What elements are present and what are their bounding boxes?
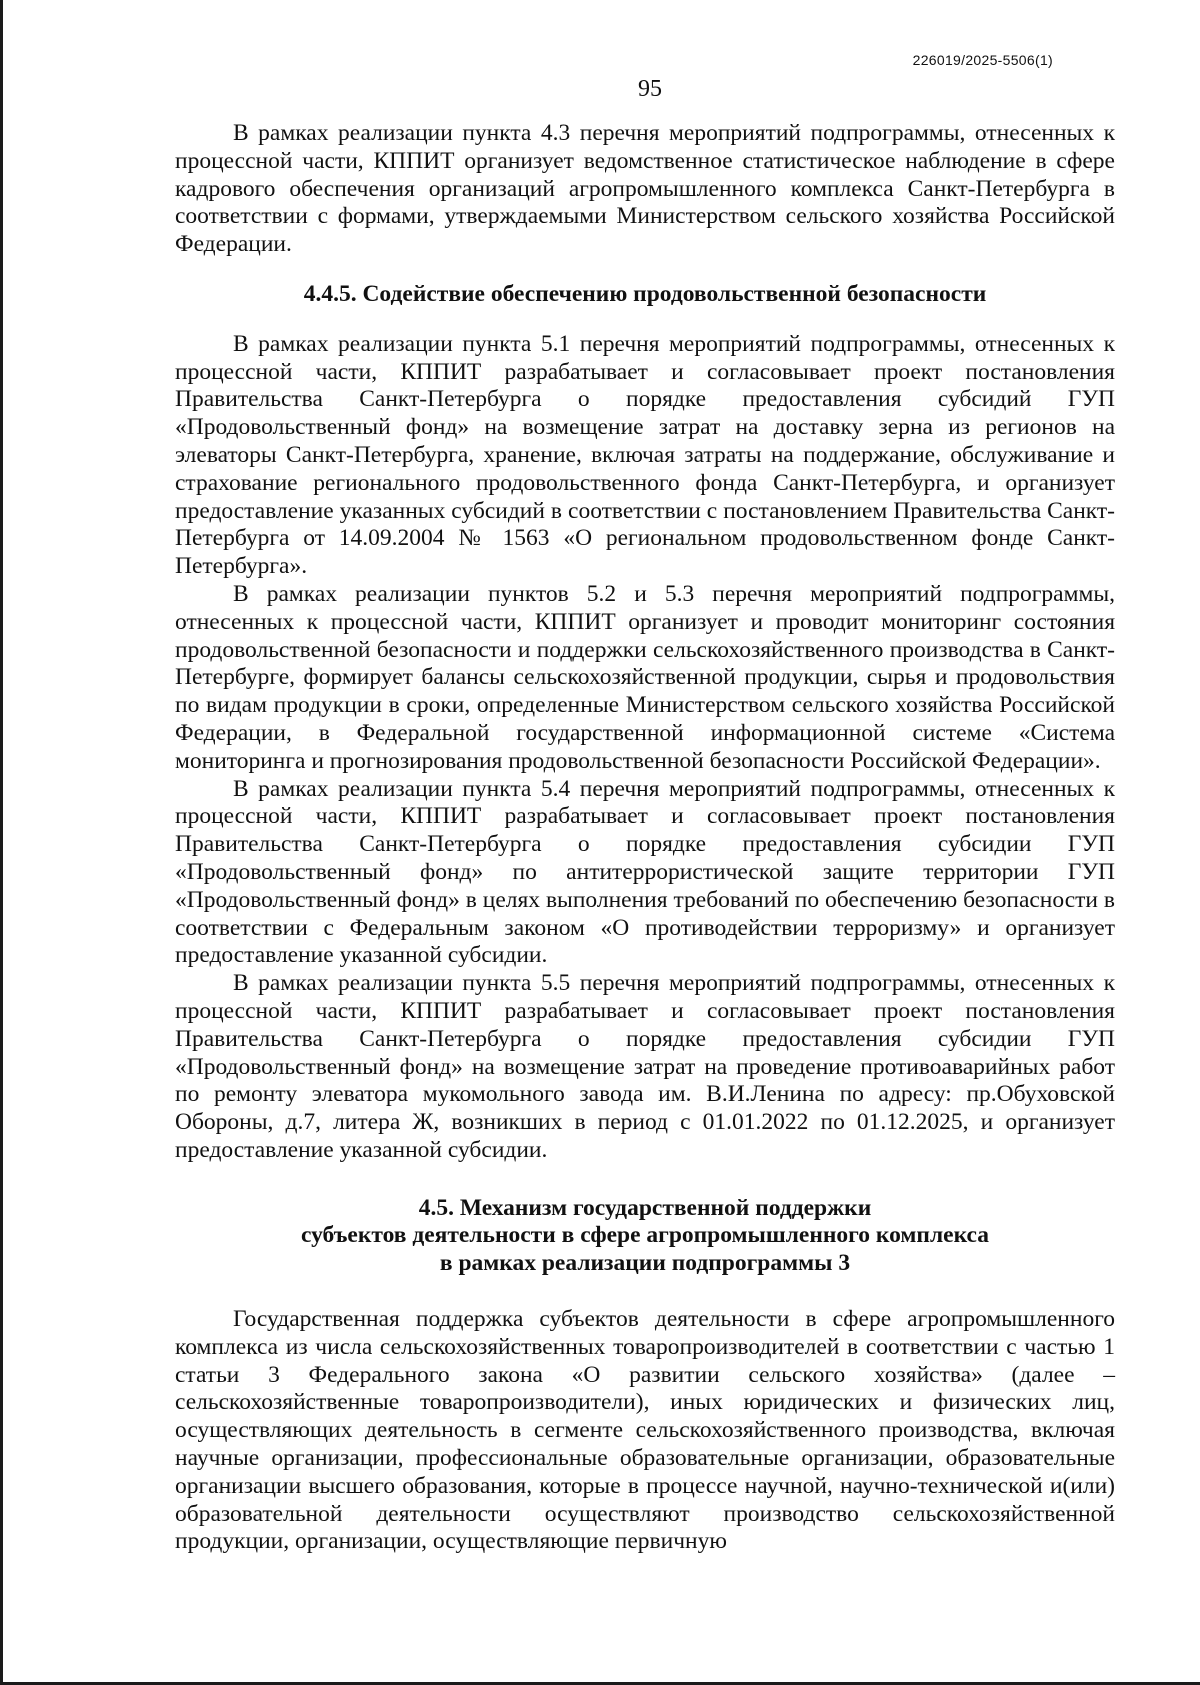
section-heading-4-5-line-2: субъектов деятельности в сфере агропромышленного комплекса [300, 1222, 990, 1249]
paragraph-5-1: В рамках реализации пункта 5.1 перечня мероприятий подпрограммы, отнесенных к процессной части, КППИТ разрабатывает и согласовывает проект постановления Правительства Санкт-Петербурга о порядке предоставления субсидий ГУП «Продовольственный фонд» на возмещение затрат на доставку зерна из регионов на элеваторы Санкт-Петербурга, хранение, включая затраты на поддержание, обслуживание и страхование регионального продовольственного фонда Санкт-Петербурга, и организует предоставление указанных субсидий в соответствии с постановлением Правительства Санкт-Петербурга от 14.09.2004 № 1563 «О региональном продовольственном фонде Санкт-Петербурга». [175, 330, 1115, 580]
section-heading-4-5-line-1: 4.5. Механизм государственной поддержки [418, 1194, 872, 1221]
document-body [175, 120, 1115, 1556]
paragraph-gov-support: Государственная поддержка субъектов деятельности в сфере агропромышленного комплекса из числа сельскохозяйственных товаропроизводителей в соответствии с частью 1 статьи 3 Федерального закона «О развитии сельского хозяйства» (далее – сельскохозяйственные товаропроизводители), иных юридических и физических лиц, осуществляющих деятельность в сегменте сельскохозяйственного производства, включая научные организации, профессиональные образовательные организации, образовательные организации высшего образования, которые в процессе научной, научно-технической и(или) образовательной деятельности осуществляют производство сельскохозяйственной продукции, организации, осуществляющие первичную [175, 1306, 1115, 1555]
document-id: 226019/2025-5506(1) [912, 52, 1053, 68]
paragraph-5-4: В рамках реализации пункта 5.4 перечня мероприятий подпрограммы, отнесенных к процессной части, КППИТ разрабатывает и согласовывает проект постановления Правительства Санкт-Петербурга о порядке предоставления субсидии ГУП «Продовольственный фонд» по антитеррористической защите территории ГУП «Продовольственный фонд» в целях выполнения требований по обеспечению безопасности в соответствии с Федеральным законом «О противодействии терроризму» и организует предоставление указанной субсидии. [175, 775, 1115, 969]
scan-edge-left [0, 0, 3, 1685]
paragraph-5-2-5-3: В рамках реализации пунктов 5.2 и 5.3 перечня мероприятий подпрограммы, отнесенных к процессной части, КППИТ организует и проводит мониторинг состояния продовольственной безопасности и поддержки сельскохозяйственного производства в Санкт-Петербурге, формирует балансы сельскохозяйственной продукции, сырья и продовольствия по видам продукции в сроки, определенные Министерством сельского хозяйства Российской Федерации, в Федеральной государственной информационной системе «Система мониторинга и прогнозирования продовольственной безопасности Российской Федерации». [175, 580, 1115, 774]
paragraph-5-5: В рамках реализации пункта 5.5 перечня мероприятий подпрограммы, отнесенных к процессной части, КППИТ разрабатывает и согласовывает проект постановления Правительства Санкт-Петербурга о порядке предоставления субсидии ГУП «Продовольственный фонд» на возмещение затрат на проведение противоаварийных работ по ремонту элеватора мукомольного завода им. В.И.Ленина по адресу: пр.Обуховской Обороны, д.7, литера Ж, возникших в период с 01.01.2022 по 01.12.2025, и организует предоставление указанной субсидии. [175, 970, 1115, 1163]
section-heading-4-5-line-3: в рамках реализации подпрограммы 3 [439, 1250, 851, 1277]
section-heading-4-4-5: 4.4.5. Содействие обеспечению продовольственной безопасности [303, 280, 987, 307]
section-heading-4-5 [175, 1195, 1115, 1278]
paragraph-4-3: В рамках реализации пункта 4.3 перечня мероприятий подпрограммы, отнесенных к процессной части, КППИТ организует ведомственное статистическое наблюдение в сфере кадрового обеспечения организаций агропромышленного комплекса Санкт-Петербурга в соответствии с формами, утверждаемыми Министерством сельского хозяйства Российской Федерации. [175, 120, 1115, 258]
page-number: 95 [638, 76, 662, 102]
